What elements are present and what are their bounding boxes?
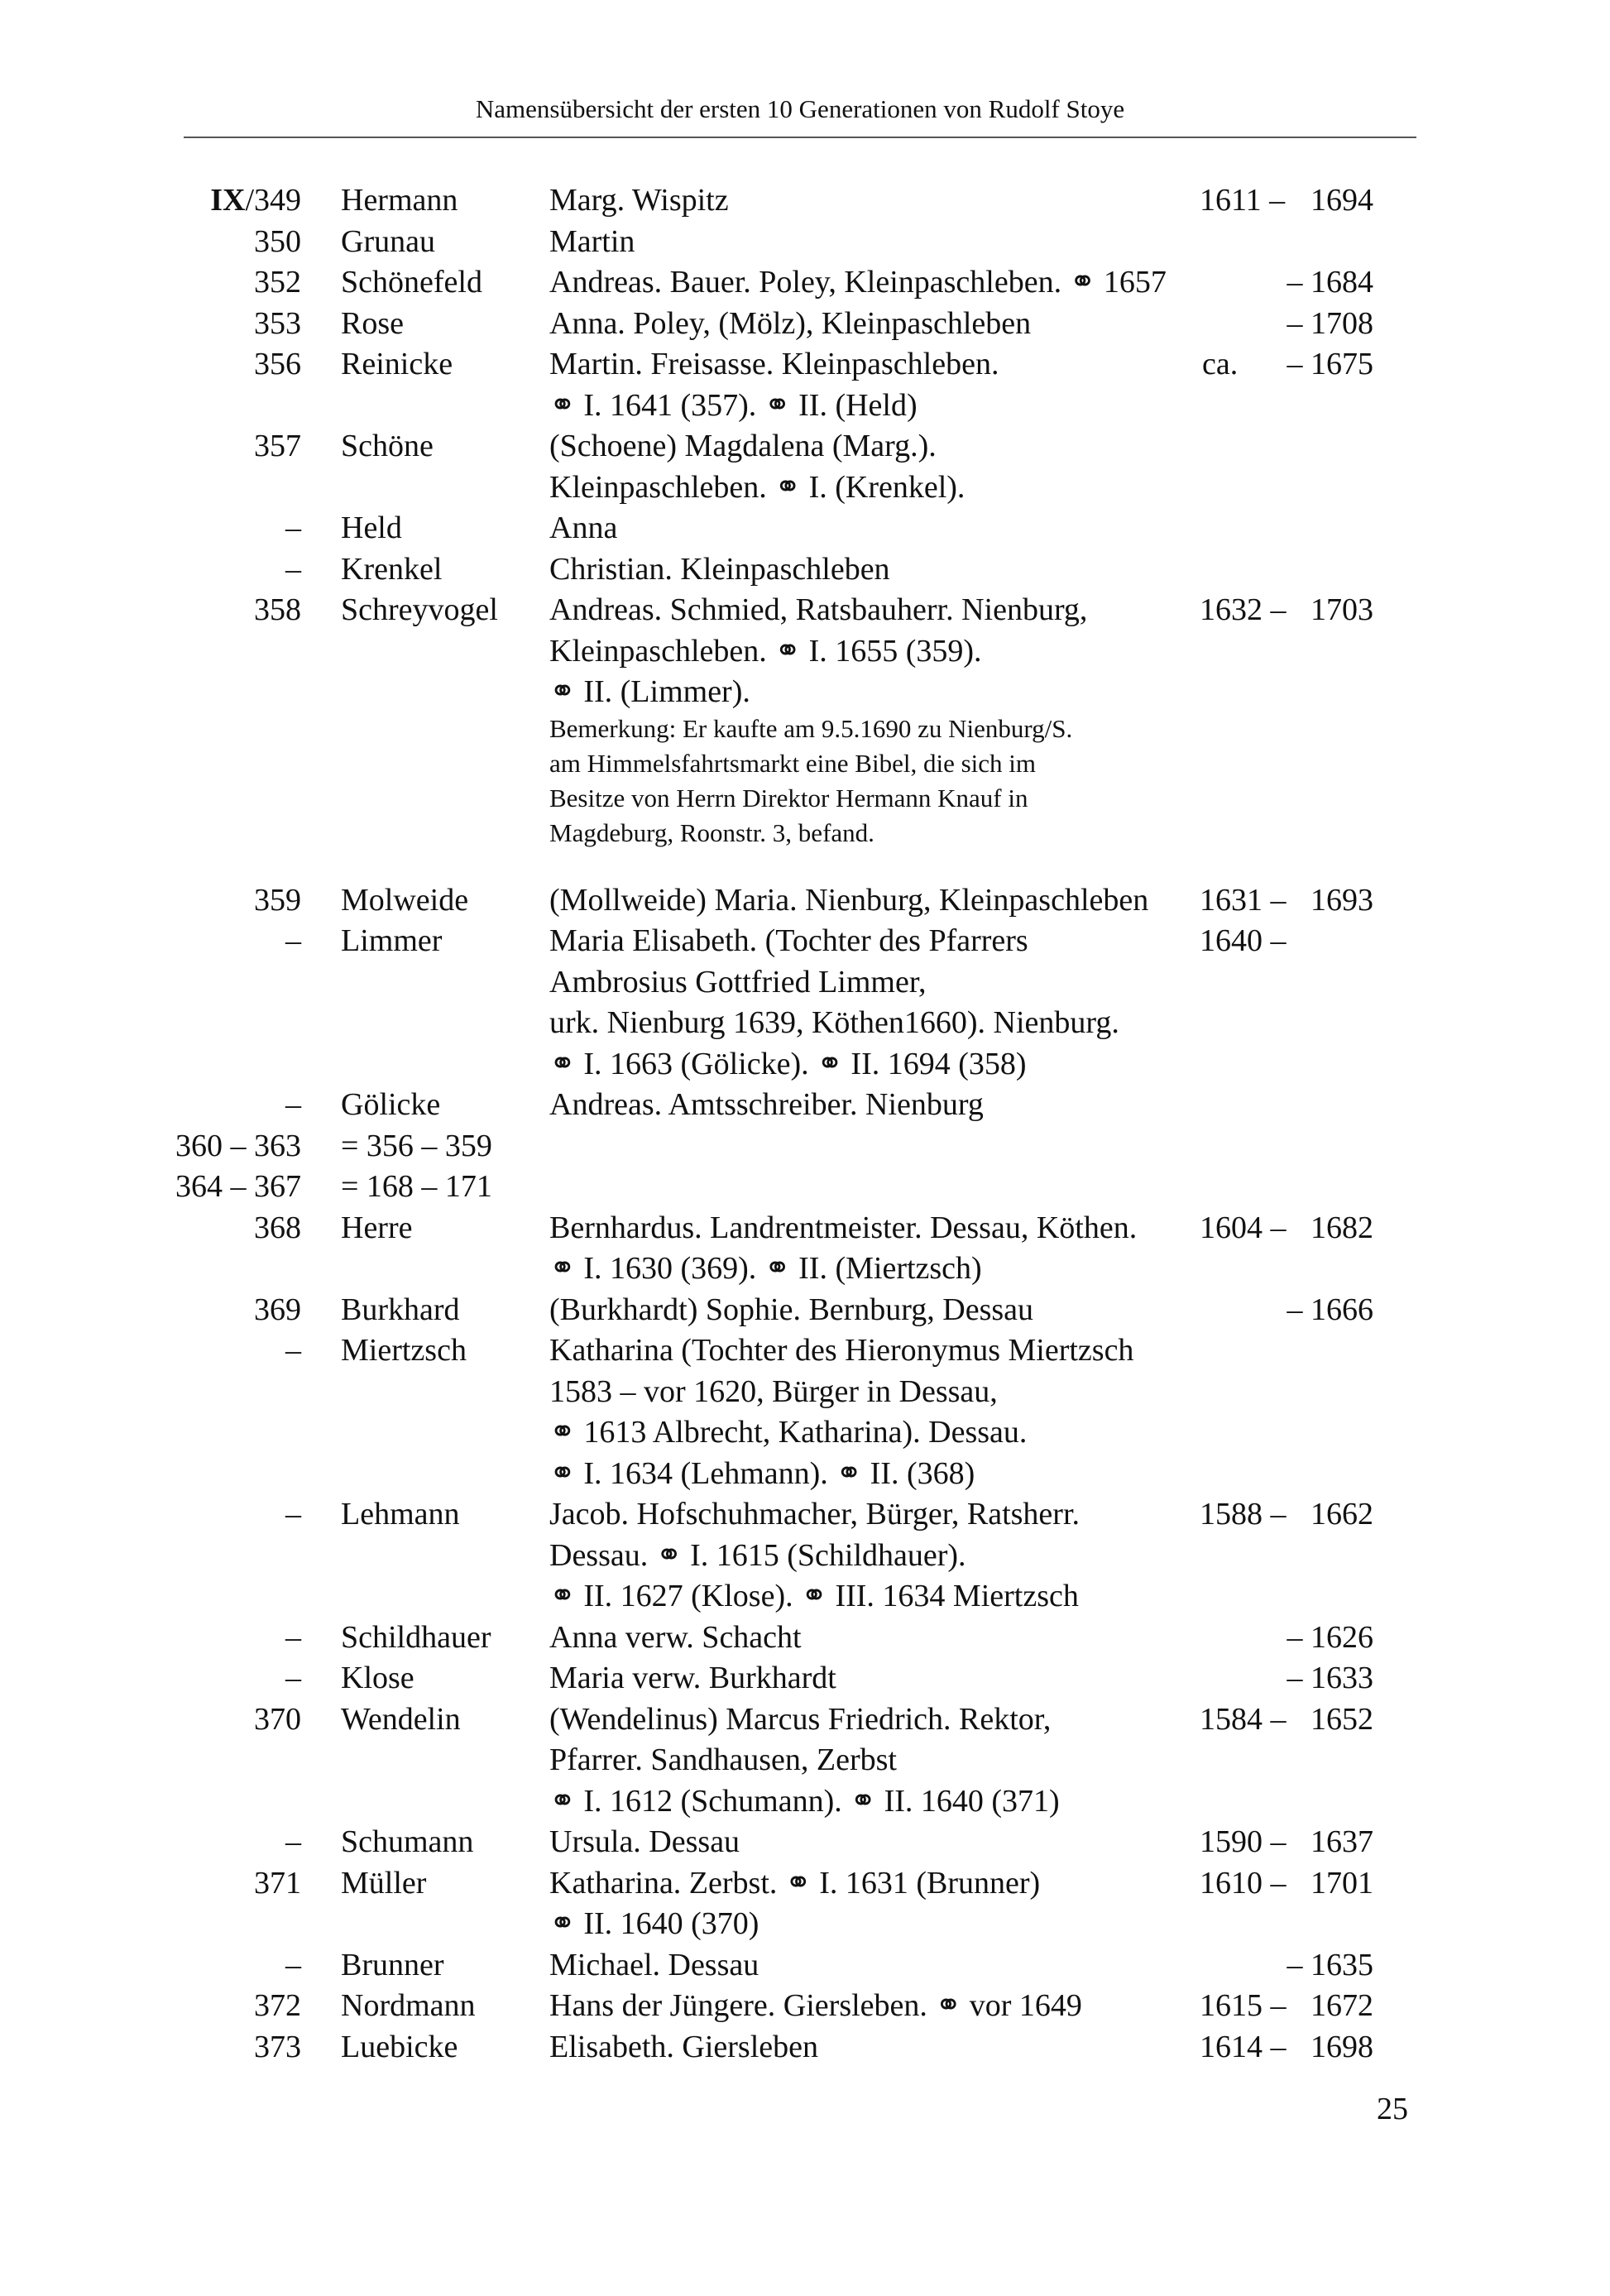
entry-row [0,508,1610,549]
entry-description [549,222,1178,263]
entry-row [0,426,1610,508]
entry-description [549,508,1178,549]
description-line: ⚭ I. 1663 (Gölicke). ⚭ II. 1694 (358) [549,1046,1027,1081]
description-line: Anna [549,510,618,545]
entry-number-text: – [285,1497,301,1531]
entry-number-text: 356 [254,347,301,381]
death-year: 1701 [1311,1865,1373,1901]
description-line: (Schoene) Magdalena (Marg.). [549,429,937,463]
entry-description [549,1494,1178,1618]
entry-number-text: – [285,1619,301,1655]
entry-number-text: – [285,510,301,545]
description-line: Katharina. Zerbst. ⚭ I. 1631 (Brunner) [549,1865,1041,1901]
description-line: Anna. Poley, (Mölz), Kleinpaschleben [549,305,1032,341]
description-line: Ambrosius Gottfried Limmer, [549,964,927,999]
entry-row [0,1658,1610,1699]
death-year: – 1626 [1287,1619,1373,1655]
birth-year: 1615 – [1200,1988,1287,2023]
remark-line: am Himmelsfahrtsmarkt eine Bibel, die sich im [549,748,1037,778]
entry-number-text: 352 [254,265,301,300]
description-line: (Mollweide) Maria. Nienburg, Kleinpaschleben [549,882,1149,918]
description-line: ⚭ II. 1627 (Klose). ⚭ III. 1634 Miertzsch [549,1579,1079,1613]
entry-number [165,222,301,263]
surname: Schöne [341,429,434,463]
description-line: Andreas. Bauer. Poley, Kleinpaschleben. ⚭ 1657 [549,265,1167,300]
birth-year: 1611 – [1200,183,1286,218]
entry-number [165,1330,301,1372]
entry-description [549,1126,1178,1167]
surname: Rose [341,305,404,341]
entry-number-text: – [285,1333,301,1368]
entry-number-text: – [285,1824,301,1859]
entry-number [165,1167,301,1208]
entry-row [0,1208,1610,1290]
description-line: Katharina (Tochter des Hieronymus Miertzsch [549,1333,1134,1368]
remark-line: Bemerkung: Er kaufte am 9.5.1690 zu Nienburg/S. [549,713,1073,743]
entry-number-text: 360 – 363 [175,1128,301,1163]
surname: Wendelin [341,1701,461,1737]
entry-number [165,1126,301,1167]
death-year: – 1708 [1287,305,1373,341]
description-line: ⚭ I. 1630 (369). ⚭ II. (Miertzsch) [549,1251,982,1286]
birth-year: 1584 – [1200,1701,1287,1737]
entry-row [0,590,1610,851]
entry-number-text: 359 [254,882,301,918]
death-year: 1703 [1311,592,1373,627]
death-year: 1682 [1311,1210,1373,1245]
entry-description [549,1822,1178,1863]
description-line: Kleinpaschleben. ⚭ I. 1655 (359). [549,633,982,669]
description-line: Christian. Kleinpaschleben [549,551,890,587]
surname: Schildhauer [341,1619,491,1655]
entry-number [165,508,301,549]
entry-number-text: – [285,1661,301,1695]
entry-row [0,180,1610,222]
remark-line: Besitze von Herrn Direktor Hermann Knauf in [549,783,1028,812]
description-line: ⚭ I. 1612 (Schumann). ⚭ II. 1640 (371) [549,1783,1060,1819]
entry-description [549,1986,1178,2027]
description-line: Bernhardus. Landrentmeister. Dessau, Köthen. [549,1210,1138,1245]
entry-row [0,880,1610,922]
entry-number-text: 350 [254,223,301,259]
entry-description [549,1085,1178,1126]
description-line: urk. Nienburg 1639, Köthen1660). Nienburg. [549,1005,1119,1040]
entry-number-text: 357 [254,429,301,463]
description-line: Marg. Wispitz [549,183,729,218]
entry-description [549,1863,1178,1945]
entry-description [549,1330,1178,1494]
birth-year: 1632 – [1200,592,1287,627]
entry-number [165,1618,301,1659]
death-year: 1637 [1311,1824,1373,1859]
surname: Miertzsch [341,1333,467,1368]
description-line: Dessau. ⚭ I. 1615 (Schildhauer). [549,1537,966,1573]
entry-row [0,262,1610,304]
entry-number [165,2027,301,2068]
entry-number [165,549,301,591]
description-line: Anna verw. Schacht [549,1619,802,1655]
surname: Müller [341,1865,427,1901]
entry-description [549,1699,1178,1823]
entry-description [549,1618,1178,1659]
entry-description [549,880,1178,922]
entry-row [0,1863,1610,1945]
entry-description [549,426,1178,508]
entry-description [549,2027,1178,2068]
surname: Schumann [341,1824,474,1859]
entry-row [0,1085,1610,1126]
surname: Reinicke [341,347,453,381]
entry-row [0,222,1610,263]
description-line [549,1167,1178,1208]
birth-year: 1614 – [1200,2029,1287,2064]
entry-number-text: 370 [254,1701,301,1737]
entry-row [0,1822,1610,1863]
page-number: 25 [1377,2092,1408,2126]
description-line: Michael. Dessau [549,1947,759,1982]
death-year: 1693 [1311,882,1373,918]
remark-line: Magdeburg, Roonstr. 3, befand. [549,817,874,847]
description-line: Pfarrer. Sandhausen, Zerbst [549,1742,897,1777]
entry-number [165,1494,301,1536]
description-line: 1583 – vor 1620, Bürger in Dessau, [549,1373,998,1409]
surname: Held [341,510,402,545]
entry-number-text: – [285,1947,301,1982]
entry-row [0,1330,1610,1494]
description-line: Hans der Jüngere. Giersleben. ⚭ vor 1649 [549,1988,1082,2023]
surname: = 356 – 359 [341,1128,492,1163]
entry-number-text: 368 [254,1210,301,1245]
surname: Hermann [341,183,458,218]
surname: Herre [341,1210,413,1245]
entry-number-text: – [285,1087,301,1122]
entry-number [165,262,301,304]
surname: Gölicke [341,1087,441,1122]
birth-year: 1610 – [1200,1865,1287,1901]
entry-description [549,1208,1178,1290]
description-line [549,1126,1178,1167]
entry-row [0,1699,1610,1823]
surname: Nordmann [341,1988,476,2023]
death-year: 1652 [1311,1701,1373,1737]
description-line: (Wendelinus) Marcus Friedrich. Rektor, [549,1701,1052,1737]
description-line: Andreas. Amtsschreiber. Nienburg [549,1087,984,1122]
entry-number-text: 369 [254,1292,301,1327]
death-year: – 1666 [1287,1292,1373,1327]
surname: Schreyvogel [341,592,498,627]
entry-number [165,304,301,345]
entry-row [0,344,1610,426]
entry-row [0,2027,1610,2068]
entry-row [0,1167,1610,1208]
surname: Luebicke [341,2029,458,2064]
entry-description [549,1945,1178,1987]
entry-row [0,1126,1610,1167]
description-line: Maria verw. Burkhardt [549,1661,836,1695]
entry-description [549,549,1178,591]
entry-number-text: – [285,551,301,587]
generation-numeral: IX [210,183,246,218]
death-year: 1694 [1311,183,1373,218]
description-line: (Burkhardt) Sophie. Bernburg, Dessau [549,1292,1034,1327]
death-year: 1672 [1311,1988,1373,2023]
description-line: ⚭ 1613 Albrecht, Katharina). Dessau. [549,1415,1028,1450]
entry-row [0,921,1610,1085]
entry-row [0,1618,1610,1659]
entry-number [165,344,301,386]
entry-number [165,180,301,222]
entry-number [165,880,301,922]
description-line: ⚭ I. 1641 (357). ⚭ II. (Held) [549,387,918,423]
birth-year: 1590 – [1200,1824,1287,1859]
description-line: ⚭ II. 1640 (370) [549,1906,759,1941]
surname: Molweide [341,882,469,918]
entry-description [549,262,1178,304]
entry-number [165,1945,301,1987]
entry-row [0,1290,1610,1331]
surname: Lehmann [341,1497,460,1531]
entry-number-text: /349 [245,183,301,218]
entry-description [549,921,1178,1085]
description-line: Jacob. Hofschuhmacher, Bürger, Ratsherr. [549,1497,1081,1531]
description-line: Elisabeth. Giersleben [549,2029,819,2064]
surname: Grunau [341,223,435,259]
description-line: ⚭ II. (Limmer). [549,674,750,709]
description-line: Maria Elisabeth. (Tochter des Pfarrers [549,923,1028,958]
birth-year: 1604 – [1200,1210,1287,1245]
entry-number-text: 364 – 367 [175,1169,301,1204]
description-line: ⚭ I. 1634 (Lehmann). ⚭ II. (368) [549,1455,975,1491]
entry-number-text: 373 [254,2029,301,2064]
entry-number [165,1699,301,1741]
entry-row [0,1494,1610,1618]
birth-year: 1640 – [1200,923,1287,958]
entry-number [165,1290,301,1331]
entry-description [549,1290,1178,1331]
entry-number [165,1822,301,1863]
entry-number-text: 353 [254,305,301,341]
surname: Schönefeld [341,265,482,300]
entry-number [165,1863,301,1905]
surname: Brunner [341,1947,444,1982]
surname: Krenkel [341,551,443,587]
entry-row [0,1945,1610,1987]
entry-row [0,549,1610,591]
entry-description [549,180,1178,222]
birth-year: 1631 – [1200,882,1287,918]
entry-number [165,1658,301,1699]
death-year: 1662 [1311,1497,1373,1531]
surname: Burkhard [341,1292,460,1327]
entry-number [165,1986,301,2027]
entry-number-text: 371 [254,1865,301,1901]
death-year: 1698 [1311,2029,1373,2064]
header-rule [184,137,1416,138]
running-header: Namensübersicht der ersten 10 Generationen von Rudolf Stoye [475,94,1125,123]
description-line: Kleinpaschleben. ⚭ I. (Krenkel). [549,469,966,505]
death-year: – 1635 [1287,1947,1373,1982]
entry-description [549,1658,1178,1699]
description-line: Martin [549,223,635,259]
entry-number [165,426,301,467]
surname: Limmer [341,923,443,958]
surname: Klose [341,1661,414,1695]
entry-description [549,304,1178,345]
entry-description [549,344,1178,426]
entry-row [0,304,1610,345]
genealogy-list [0,180,1610,2068]
entry-number [165,590,301,631]
entry-number-text: – [285,923,301,958]
entry-number [165,921,301,962]
birth-year: 1588 – [1200,1497,1287,1531]
entry-description [549,590,1178,851]
entry-description [549,1167,1178,1208]
description-line: Martin. Freisasse. Kleinpaschleben. [549,347,999,381]
entry-number-text: 372 [254,1988,301,2023]
death-year: – 1684 [1287,265,1373,300]
entry-number-text: 358 [254,592,301,627]
entry-number [165,1085,301,1126]
death-year: – 1675 [1287,347,1373,381]
death-year: – 1633 [1287,1661,1373,1695]
entry-row [0,1986,1610,2027]
circa-mark: ca. [1202,347,1239,381]
surname: = 168 – 171 [341,1169,492,1204]
entry-number [165,1208,301,1249]
description-line: Andreas. Schmied, Ratsbauherr. Nienburg, [549,592,1088,627]
description-line: Ursula. Dessau [549,1824,740,1859]
